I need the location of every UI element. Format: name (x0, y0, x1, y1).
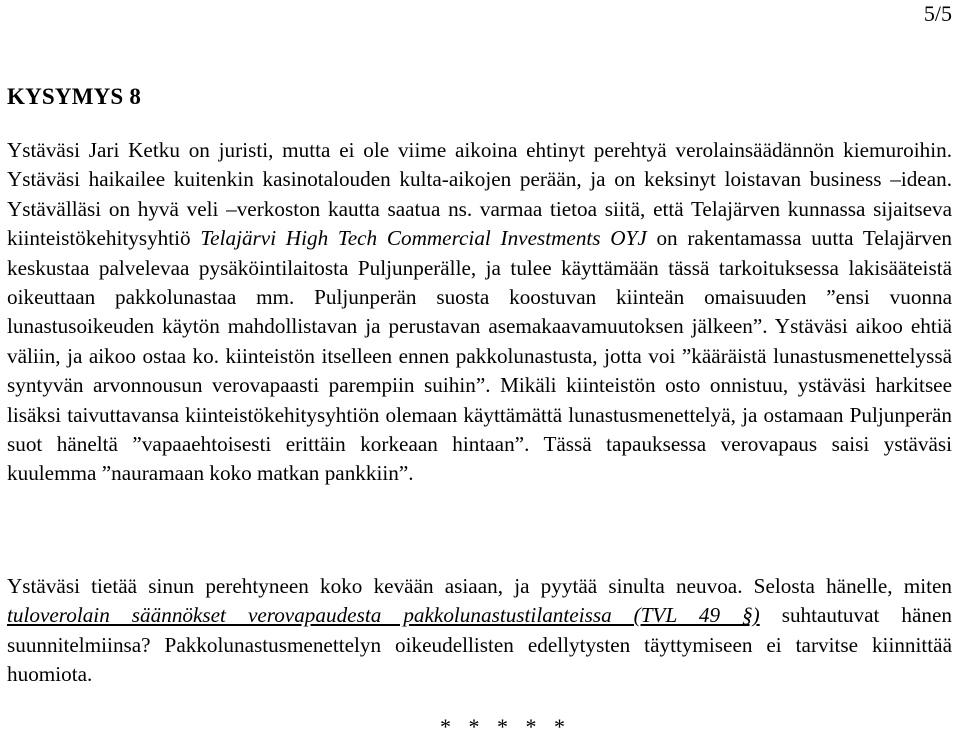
scenario-text-part-2: on rakentamassa uutta Telajärven keskustaa palvelevaa pysäköintilaitosta Puljunperälle, ja tulee käyttämään tässä tarkoituksessa lakisääteistä oikeuttaan pakkolunastaa mm. Puljunperän suosta koostuvan kiinteän omaisuuden ”ensi vuonna lunastusoikeuden käytön mahdollistavan ja perustavan asemakaavamuutoksen jälkeen”. Ystäväsi aikoo ehtiä väliin, ja aikoo ostaa ko. kiinteistön itselleen ennen pakkolunastusta, jotta voi ”kääräistä lunastusmenettelyssä syntyvän arvonnousun verovapaasti parempiin suihin”. Mikäli kiinteistön osto onnistuu, ystäväsi harkitsee lisäksi taivuttavansa kiinteistökehitysyhtiön olemaan käyttämättä lunastusmenettelyä, ja ostamaan Puljunperän suot häneltä ”vapaaehtoisesti erittäin korkeaan hintaan”. Tässä tapauksessa verovapaus saisi ystäväsi kuulemma ”nauramaan koko matkan pankkiin”. (7, 226, 952, 486)
question-task-paragraph (7, 572, 952, 690)
company-name: Telajärvi High Tech Commercial Investments OYJ (200, 226, 647, 251)
question-heading: KYSYMYS 8 (7, 84, 142, 109)
page-number: 5/5 (923, 1, 952, 26)
law-reference: tuloverolain säännökset verovapaudesta pakkolunastustilanteissa (TVL 49 §) (7, 603, 760, 628)
question-scenario-paragraph (7, 136, 952, 489)
task-text-part-1: Ystäväsi tietää sinun perehtyneen koko kevään asiaan, ja pyytää sinulta neuvoa. Selosta hänelle, miten (7, 574, 952, 598)
scenario-text-part-1: Ystäväsi Jari Ketku on juristi, mutta ei ole viime aikoina ehtinyt perehtyä verolainsäädännön kiemuroihin. Ystäväsi haikailee kuitenkin kasinotalouden kulta-aikojen perään, ja on keksinyt loistavan business –idean. Ystävälläsi on hyvä veli –verkoston kautta saatua ns. varmaa tietoa siitä, että Telajärven kunnassa sijaitseva kiinteistökehitysyhtiö (7, 138, 952, 251)
task-text-part-2: suhtautuvat hänen suunnitelmiinsa? Pakkolunastusmenettelyn oikeudellisten edellytysten täyttymiseen ei tarvitse kiinnittää huomiota. (7, 603, 952, 687)
section-separator-stars: * * * * * (440, 714, 571, 739)
